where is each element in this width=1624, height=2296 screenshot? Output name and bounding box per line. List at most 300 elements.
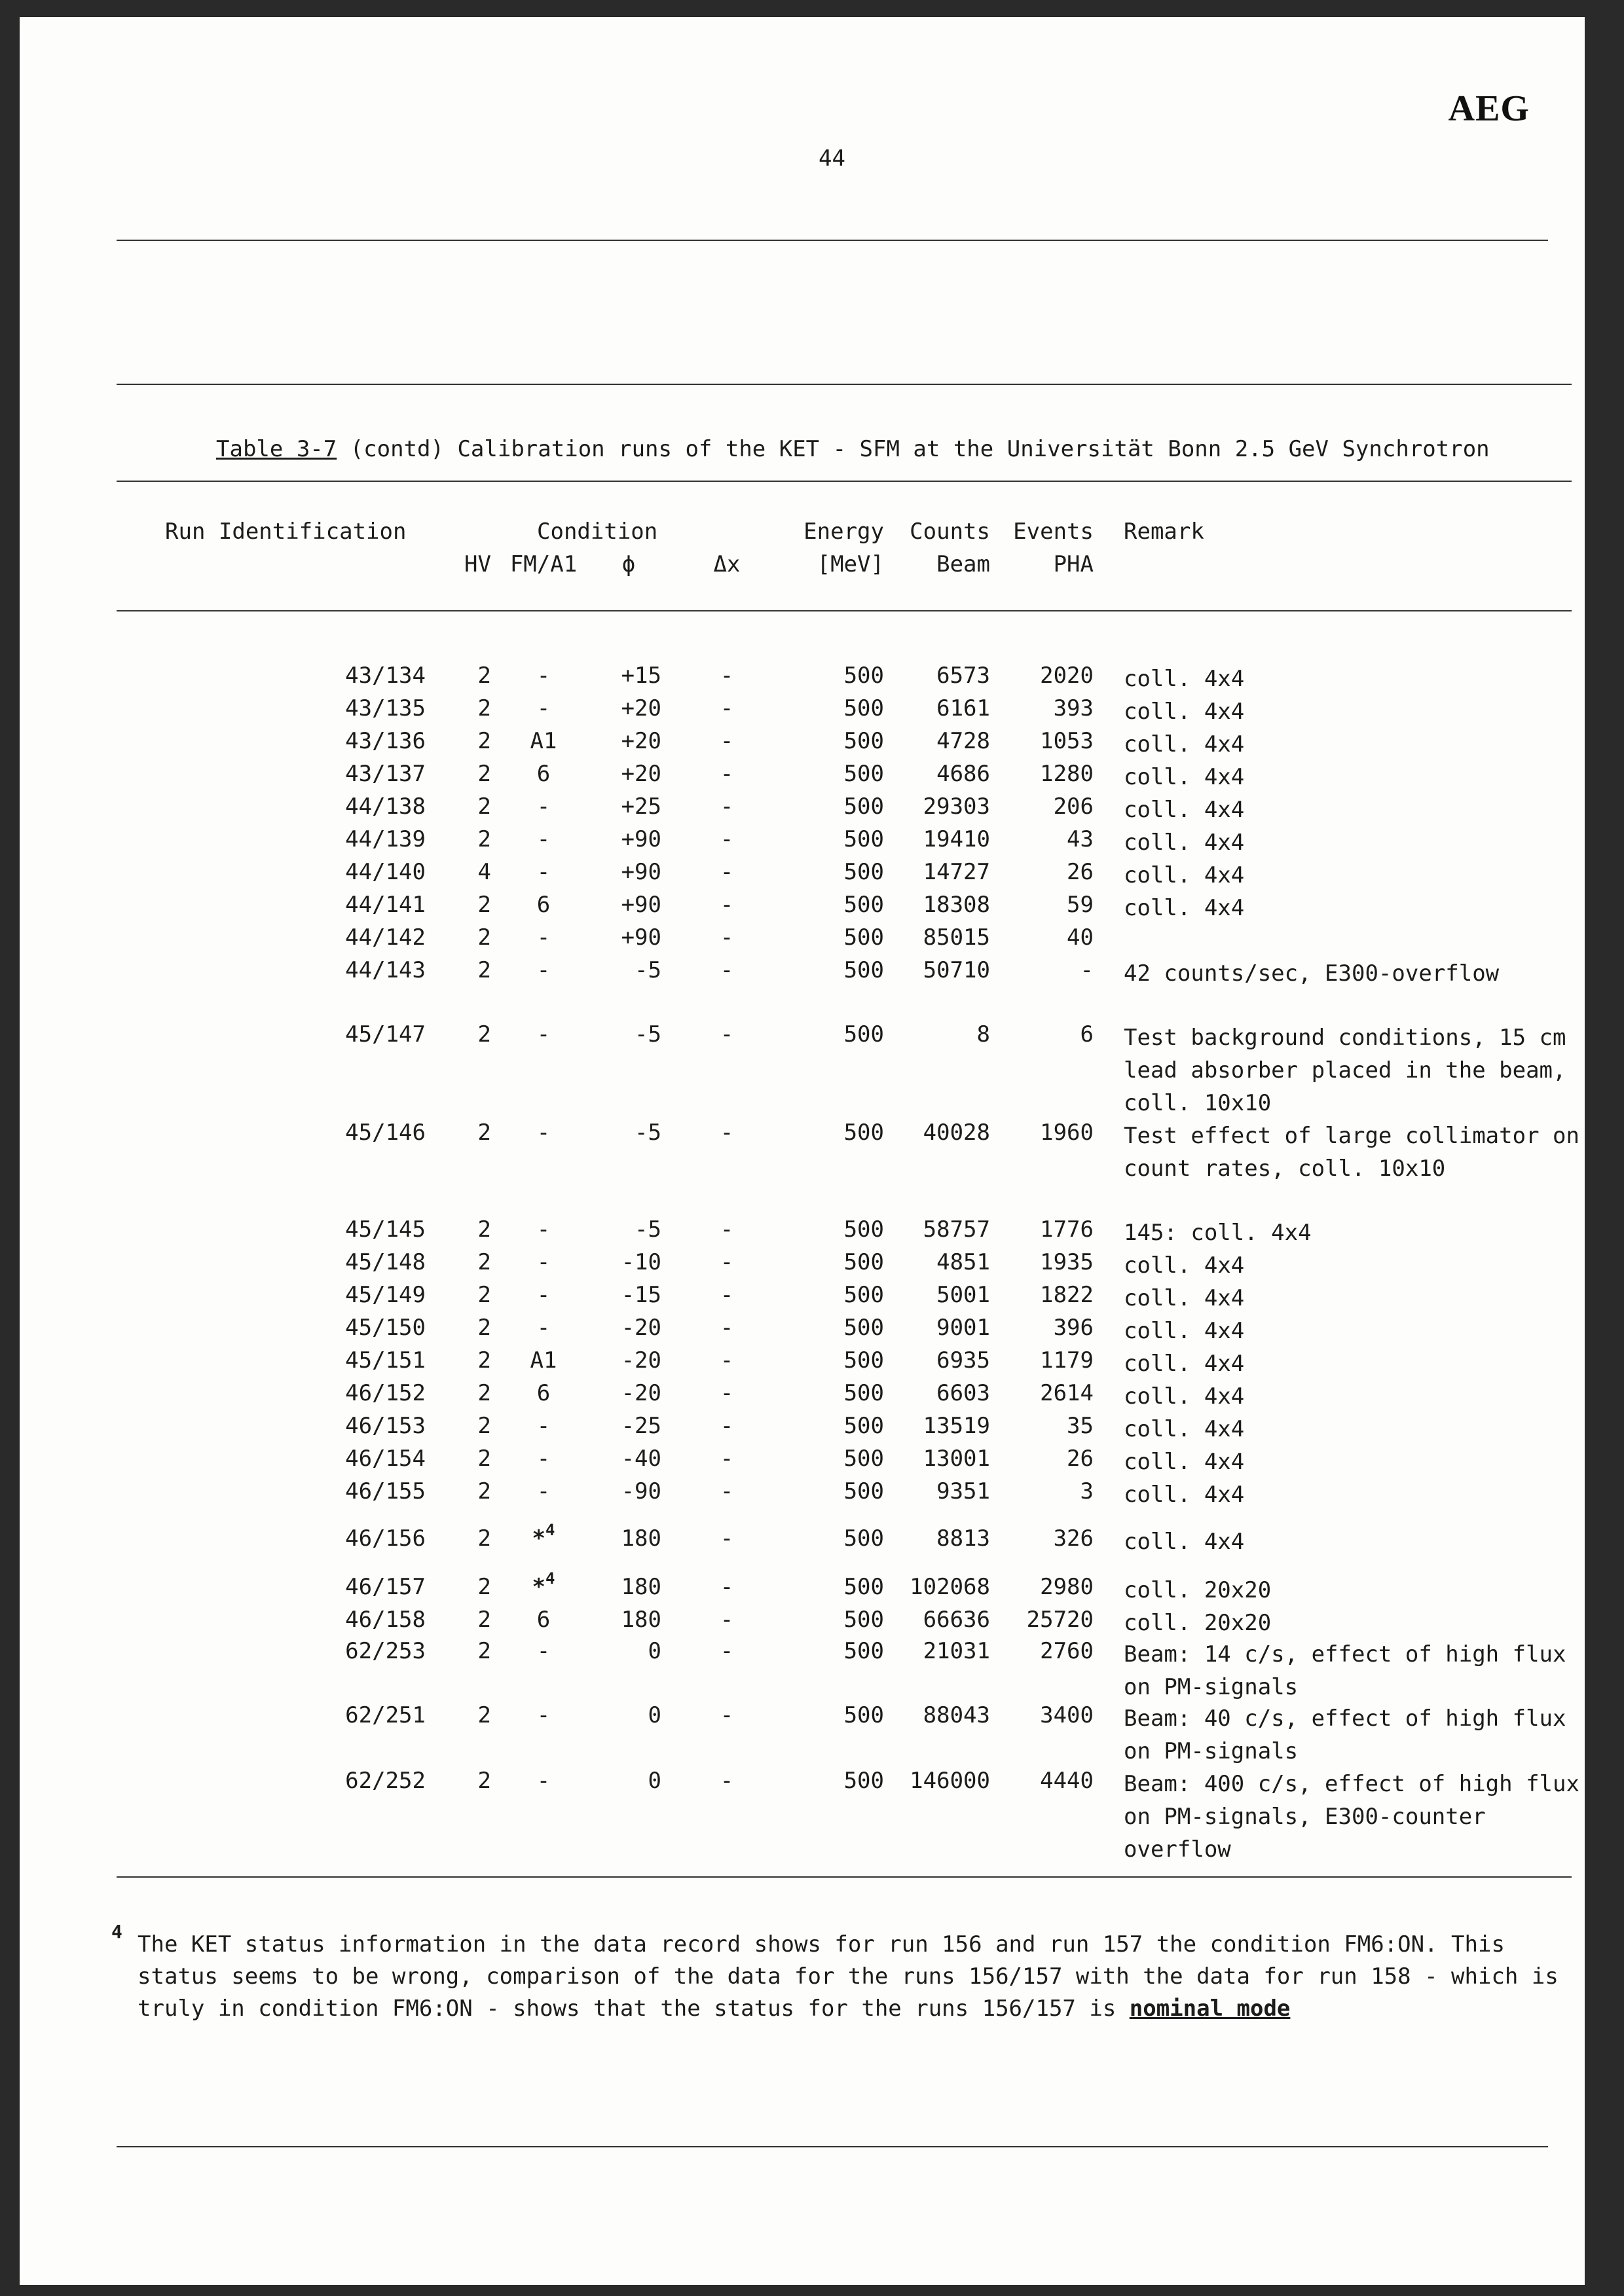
fm-value: A1 [530, 1347, 557, 1374]
hv-value: 2 [477, 1413, 491, 1439]
counts-value: 40028 [923, 1120, 990, 1146]
phi-value: +90 [621, 859, 661, 885]
phi-value: 0 [648, 1638, 661, 1664]
phi-value: +15 [621, 663, 661, 689]
cell-phi [596, 728, 661, 754]
run-value: 46/155 [345, 1478, 426, 1504]
table-row [20, 957, 1585, 990]
counts-value: 6161 [936, 695, 990, 721]
events-value: 1776 [1040, 1216, 1094, 1243]
run-value: 46/152 [345, 1380, 426, 1406]
cell-remark: Test effect of large collimator on count rates, coll. 10x10 [1124, 1123, 1579, 1182]
counts-value: 102068 [910, 1574, 990, 1600]
cell-counts [884, 1446, 990, 1472]
counts-value: 6935 [936, 1347, 990, 1374]
hv-value: 2 [477, 1446, 491, 1472]
dx-value: - [720, 1413, 734, 1439]
dx-value: - [720, 859, 734, 885]
header-counts-sub: Beam [936, 551, 990, 577]
run-value: 44/141 [345, 892, 426, 918]
run-value: 62/253 [345, 1638, 426, 1664]
cell-dx [694, 1120, 760, 1146]
cell-hv [439, 859, 491, 885]
cell-counts [884, 892, 990, 918]
cell-energy [766, 892, 884, 918]
table-row [20, 1768, 1585, 1863]
dx-value: - [720, 1021, 734, 1048]
hv-value: 2 [477, 663, 491, 689]
cell-hv [439, 761, 491, 787]
phi-value: +20 [621, 695, 661, 721]
cell-phi [596, 1446, 661, 1472]
energy-value: 500 [843, 1446, 884, 1472]
dx-value: - [720, 793, 734, 820]
hv-value: 2 [477, 695, 491, 721]
divider [117, 481, 1572, 482]
fm-value: - [536, 1413, 551, 1439]
cell-hv [439, 1478, 491, 1504]
cell-energy [766, 1282, 884, 1308]
dx-value: - [720, 1380, 734, 1406]
cell-energy [766, 1768, 884, 1794]
phi-value: +90 [621, 892, 661, 918]
table-row [20, 859, 1585, 892]
events-value: 3 [1080, 1478, 1094, 1504]
cell-counts [884, 859, 990, 885]
cell-hv [439, 695, 491, 721]
fm-value: - [536, 1021, 551, 1048]
hv-value: 2 [477, 1574, 491, 1600]
counts-value: 9351 [936, 1478, 990, 1504]
cell-energy [766, 1413, 884, 1439]
events-value: 1053 [1040, 728, 1094, 754]
hv-value: 2 [477, 1315, 491, 1341]
cell-dx [694, 892, 760, 918]
cell-fm [504, 892, 583, 918]
cell-run [327, 663, 426, 689]
run-value: 45/148 [345, 1249, 426, 1275]
run-value: 45/146 [345, 1120, 426, 1146]
header-counts: Counts [910, 519, 990, 545]
cell-energy [766, 695, 884, 721]
run-value: 44/139 [345, 826, 426, 852]
fm-value: - [536, 1638, 551, 1664]
run-value: 44/142 [345, 924, 426, 951]
cell-hv [439, 663, 491, 689]
table-row [20, 826, 1585, 859]
events-value: 2980 [1040, 1574, 1094, 1600]
cell-phi [596, 1525, 661, 1552]
cell-phi [596, 924, 661, 951]
cell-remark: coll. 4x4 [1124, 764, 1245, 790]
cell-events [989, 1768, 1094, 1794]
cell-remark: coll. 4x4 [1124, 1318, 1245, 1344]
cell-remark: coll. 4x4 [1124, 1252, 1245, 1279]
counts-value: 4728 [936, 728, 990, 754]
phi-value: -5 [635, 1216, 661, 1243]
divider [117, 610, 1572, 611]
cell-fm [504, 957, 583, 983]
header-energy-unit: [MeV] [817, 551, 884, 577]
cell-remark: coll. 4x4 [1124, 1482, 1245, 1508]
cell-dx [694, 1574, 760, 1600]
cell-events [989, 1478, 1094, 1504]
dx-value: - [720, 1315, 734, 1341]
cell-counts [884, 1282, 990, 1308]
dx-value: - [720, 695, 734, 721]
cell-run [327, 1021, 426, 1048]
fm-value: * [532, 1525, 546, 1552]
cell-remark: coll. 4x4 [1124, 829, 1245, 856]
run-value: 43/135 [345, 695, 426, 721]
table-row [20, 924, 1585, 957]
cell-phi [596, 1120, 661, 1146]
cell-hv [439, 1282, 491, 1308]
table-reference: Table 3-7 [216, 436, 337, 462]
events-value: 206 [1053, 793, 1094, 820]
cell-run [327, 1315, 426, 1341]
energy-value: 500 [843, 924, 884, 951]
energy-value: 500 [843, 1638, 884, 1664]
energy-value: 500 [843, 1282, 884, 1308]
events-value: 6 [1080, 1021, 1094, 1048]
fm-value: - [536, 924, 551, 951]
cell-counts [884, 793, 990, 820]
fm-value: - [536, 1282, 551, 1308]
cell-remark: coll. 4x4 [1124, 797, 1245, 823]
table-row [20, 793, 1585, 826]
cell-run [327, 1380, 426, 1406]
phi-value: -25 [621, 1413, 661, 1439]
cell-energy [766, 728, 884, 754]
cell-fm [504, 1569, 583, 1600]
hv-value: 2 [477, 728, 491, 754]
cell-hv [439, 1413, 491, 1439]
cell-dx [694, 1478, 760, 1504]
cell-run [327, 761, 426, 787]
cell-counts [884, 826, 990, 852]
table-row [20, 663, 1585, 695]
run-value: 45/147 [345, 1021, 426, 1048]
cell-events [989, 695, 1094, 721]
run-value: 43/134 [345, 663, 426, 689]
counts-value: 5001 [936, 1282, 990, 1308]
cell-counts [884, 1021, 990, 1048]
energy-value: 500 [843, 1478, 884, 1504]
cell-run [327, 1216, 426, 1243]
cell-energy [766, 1525, 884, 1552]
cell-fm [504, 1120, 583, 1146]
phi-value: +20 [621, 728, 661, 754]
cell-energy [766, 793, 884, 820]
header-fm: FM/A1 [509, 551, 578, 577]
counts-value: 66636 [923, 1607, 990, 1633]
cell-phi [596, 695, 661, 721]
cell-counts [884, 957, 990, 983]
dx-value: - [720, 957, 734, 983]
cell-fm [504, 1607, 583, 1633]
phi-value: +90 [621, 826, 661, 852]
cell-fm [504, 924, 583, 951]
cell-hv [439, 728, 491, 754]
run-value: 44/143 [345, 957, 426, 983]
footnote-reference: 4 [545, 1521, 555, 1539]
table-title [216, 436, 1490, 462]
cell-remark: Test background conditions, 15 cm lead absorber placed in the beam, coll. 10x10 [1124, 1025, 1566, 1116]
energy-value: 500 [843, 957, 884, 983]
cell-events [989, 1446, 1094, 1472]
counts-value: 146000 [910, 1768, 990, 1794]
hv-value: 2 [477, 1249, 491, 1275]
dx-value: - [720, 1768, 734, 1794]
events-value: - [1080, 957, 1094, 983]
cell-remark: coll. 4x4 [1124, 1416, 1245, 1442]
table-row [20, 1120, 1585, 1182]
cell-dx [694, 1249, 760, 1275]
fm-value: - [536, 957, 551, 983]
cell-dx [694, 1525, 760, 1552]
cell-energy [766, 1120, 884, 1146]
events-value: 4440 [1040, 1768, 1094, 1794]
energy-value: 500 [843, 1607, 884, 1633]
dx-value: - [720, 1702, 734, 1728]
cell-dx [694, 924, 760, 951]
cell-hv [439, 1347, 491, 1374]
cell-dx [694, 1768, 760, 1794]
table-row [20, 1478, 1585, 1511]
cell-phi [596, 1380, 661, 1406]
cell-events [989, 1574, 1094, 1600]
header-phi: ϕ [621, 551, 636, 577]
counts-value: 6603 [936, 1380, 990, 1406]
cell-energy [766, 957, 884, 983]
fm-value: - [536, 1768, 551, 1794]
divider [117, 240, 1548, 241]
cell-events [989, 1021, 1094, 1048]
run-value: 62/251 [345, 1702, 426, 1728]
energy-value: 500 [843, 1574, 884, 1600]
counts-value: 29303 [923, 793, 990, 820]
dx-value: - [720, 826, 734, 852]
cell-remark: Beam: 400 c/s, effect of high flux on PM-signals, E300-counter overflow [1124, 1771, 1579, 1863]
cell-events [989, 1216, 1094, 1243]
counts-value: 14727 [923, 859, 990, 885]
run-value: 46/154 [345, 1446, 426, 1472]
cell-dx [694, 793, 760, 820]
divider [117, 2146, 1548, 2147]
cell-events [989, 859, 1094, 885]
cell-remark: coll. 4x4 [1124, 1351, 1245, 1377]
phi-value: -5 [635, 1021, 661, 1048]
cell-phi [596, 892, 661, 918]
header-events: Events [1013, 519, 1094, 545]
phi-value: -5 [635, 1120, 661, 1146]
table-row [20, 1216, 1585, 1249]
energy-value: 500 [843, 859, 884, 885]
cell-dx [694, 1021, 760, 1048]
fm-value: - [536, 1216, 551, 1243]
header-condition: Condition [537, 519, 658, 545]
cell-events [989, 1282, 1094, 1308]
table-row [20, 1249, 1585, 1282]
cell-energy [766, 1347, 884, 1374]
run-value: 45/149 [345, 1282, 426, 1308]
dx-value: - [720, 924, 734, 951]
events-value: 1280 [1040, 761, 1094, 787]
cell-fm [504, 728, 583, 754]
dx-value: - [720, 1525, 734, 1552]
hv-value: 2 [477, 1768, 491, 1794]
energy-value: 500 [843, 1413, 884, 1439]
phi-value: -90 [621, 1478, 661, 1504]
cell-energy [766, 1216, 884, 1243]
events-value: 25720 [1026, 1607, 1094, 1633]
cell-energy [766, 1607, 884, 1633]
cell-run [327, 924, 426, 951]
cell-hv [439, 892, 491, 918]
cell-events [989, 1638, 1094, 1664]
cell-counts [884, 1525, 990, 1552]
dx-value: - [720, 1607, 734, 1633]
cell-run [327, 892, 426, 918]
counts-value: 4851 [936, 1249, 990, 1275]
hv-value: 2 [477, 826, 491, 852]
cell-events [989, 1607, 1094, 1633]
divider [117, 384, 1572, 385]
events-value: 26 [1067, 859, 1094, 885]
cell-phi [596, 1574, 661, 1600]
cell-fm [504, 1413, 583, 1439]
events-value: 2614 [1040, 1380, 1094, 1406]
cell-phi [596, 1413, 661, 1439]
dx-value: - [720, 1574, 734, 1600]
events-value: 43 [1067, 826, 1094, 852]
cell-dx [694, 1380, 760, 1406]
phi-value: 180 [621, 1607, 661, 1633]
header-remark: Remark [1124, 519, 1204, 545]
cell-remark: Beam: 14 c/s, effect of high flux on PM-signals [1124, 1641, 1566, 1700]
hv-value: 2 [477, 1607, 491, 1633]
cell-energy [766, 1638, 884, 1664]
cell-run [327, 1347, 426, 1374]
cell-run [327, 728, 426, 754]
table-caption: (contd) Calibration runs of the KET - SFM at the Universität Bonn 2.5 GeV Synchrotron [337, 436, 1490, 462]
cell-run [327, 1413, 426, 1439]
cell-events [989, 761, 1094, 787]
cell-energy [766, 859, 884, 885]
fm-value: - [536, 663, 551, 689]
hv-value: 2 [477, 892, 491, 918]
cell-dx [694, 1413, 760, 1439]
phi-value: -20 [621, 1380, 661, 1406]
energy-value: 500 [843, 1120, 884, 1146]
cell-energy [766, 663, 884, 689]
cell-events [989, 957, 1094, 983]
phi-value: 180 [621, 1525, 661, 1552]
energy-value: 500 [843, 663, 884, 689]
footnote [138, 1929, 1578, 2025]
cell-dx [694, 1282, 760, 1308]
cell-counts [884, 924, 990, 951]
cell-counts [884, 1607, 990, 1633]
cell-dx [694, 957, 760, 983]
cell-hv [439, 1021, 491, 1048]
run-value: 44/138 [345, 793, 426, 820]
cell-remark: coll. 4x4 [1124, 862, 1245, 888]
table-row [20, 761, 1585, 793]
fm-value: - [536, 826, 551, 852]
cell-fm [504, 663, 583, 689]
cell-run [327, 1282, 426, 1308]
events-value: 396 [1053, 1315, 1094, 1341]
cell-dx [694, 1347, 760, 1374]
cell-remark: 42 counts/sec, E300-overflow [1124, 960, 1500, 987]
cell-counts [884, 1380, 990, 1406]
hv-value: 2 [477, 1478, 491, 1504]
phi-value: +20 [621, 761, 661, 787]
cell-hv [439, 1216, 491, 1243]
run-value: 45/145 [345, 1216, 426, 1243]
dx-value: - [720, 1120, 734, 1146]
cell-fm [504, 1521, 583, 1552]
run-value: 46/157 [345, 1574, 426, 1600]
cell-phi [596, 761, 661, 787]
fm-value: * [532, 1574, 546, 1600]
cell-events [989, 892, 1094, 918]
fm-value: A1 [530, 728, 557, 754]
phi-value: -10 [621, 1249, 661, 1275]
dx-value: - [720, 1347, 734, 1374]
cell-dx [694, 826, 760, 852]
cell-counts [884, 1638, 990, 1664]
table-row [20, 1702, 1585, 1764]
events-value: 393 [1053, 695, 1094, 721]
cell-run [327, 957, 426, 983]
cell-counts [884, 1120, 990, 1146]
cell-counts [884, 663, 990, 689]
run-value: 46/156 [345, 1525, 426, 1552]
cell-events [989, 826, 1094, 852]
cell-run [327, 826, 426, 852]
cell-events [989, 793, 1094, 820]
run-value: 43/136 [345, 728, 426, 754]
cell-fm [504, 1702, 583, 1728]
cell-fm [504, 761, 583, 787]
cell-counts [884, 1347, 990, 1374]
cell-phi [596, 1021, 661, 1048]
cell-run [327, 1768, 426, 1794]
cell-energy [766, 1702, 884, 1728]
energy-value: 500 [843, 1525, 884, 1552]
cell-run [327, 859, 426, 885]
cell-dx [694, 1607, 760, 1633]
energy-value: 500 [843, 761, 884, 787]
cell-phi [596, 859, 661, 885]
cell-hv [439, 1574, 491, 1600]
events-value: 3400 [1040, 1702, 1094, 1728]
cell-dx [694, 728, 760, 754]
cell-events [989, 1525, 1094, 1552]
energy-value: 500 [843, 728, 884, 754]
hv-value: 2 [477, 1638, 491, 1664]
cell-run [327, 695, 426, 721]
phi-value: +90 [621, 924, 661, 951]
divider [117, 1876, 1572, 1878]
counts-value: 88043 [923, 1702, 990, 1728]
cell-energy [766, 1021, 884, 1048]
cell-fm [504, 1282, 583, 1308]
counts-value: 8813 [936, 1525, 990, 1552]
